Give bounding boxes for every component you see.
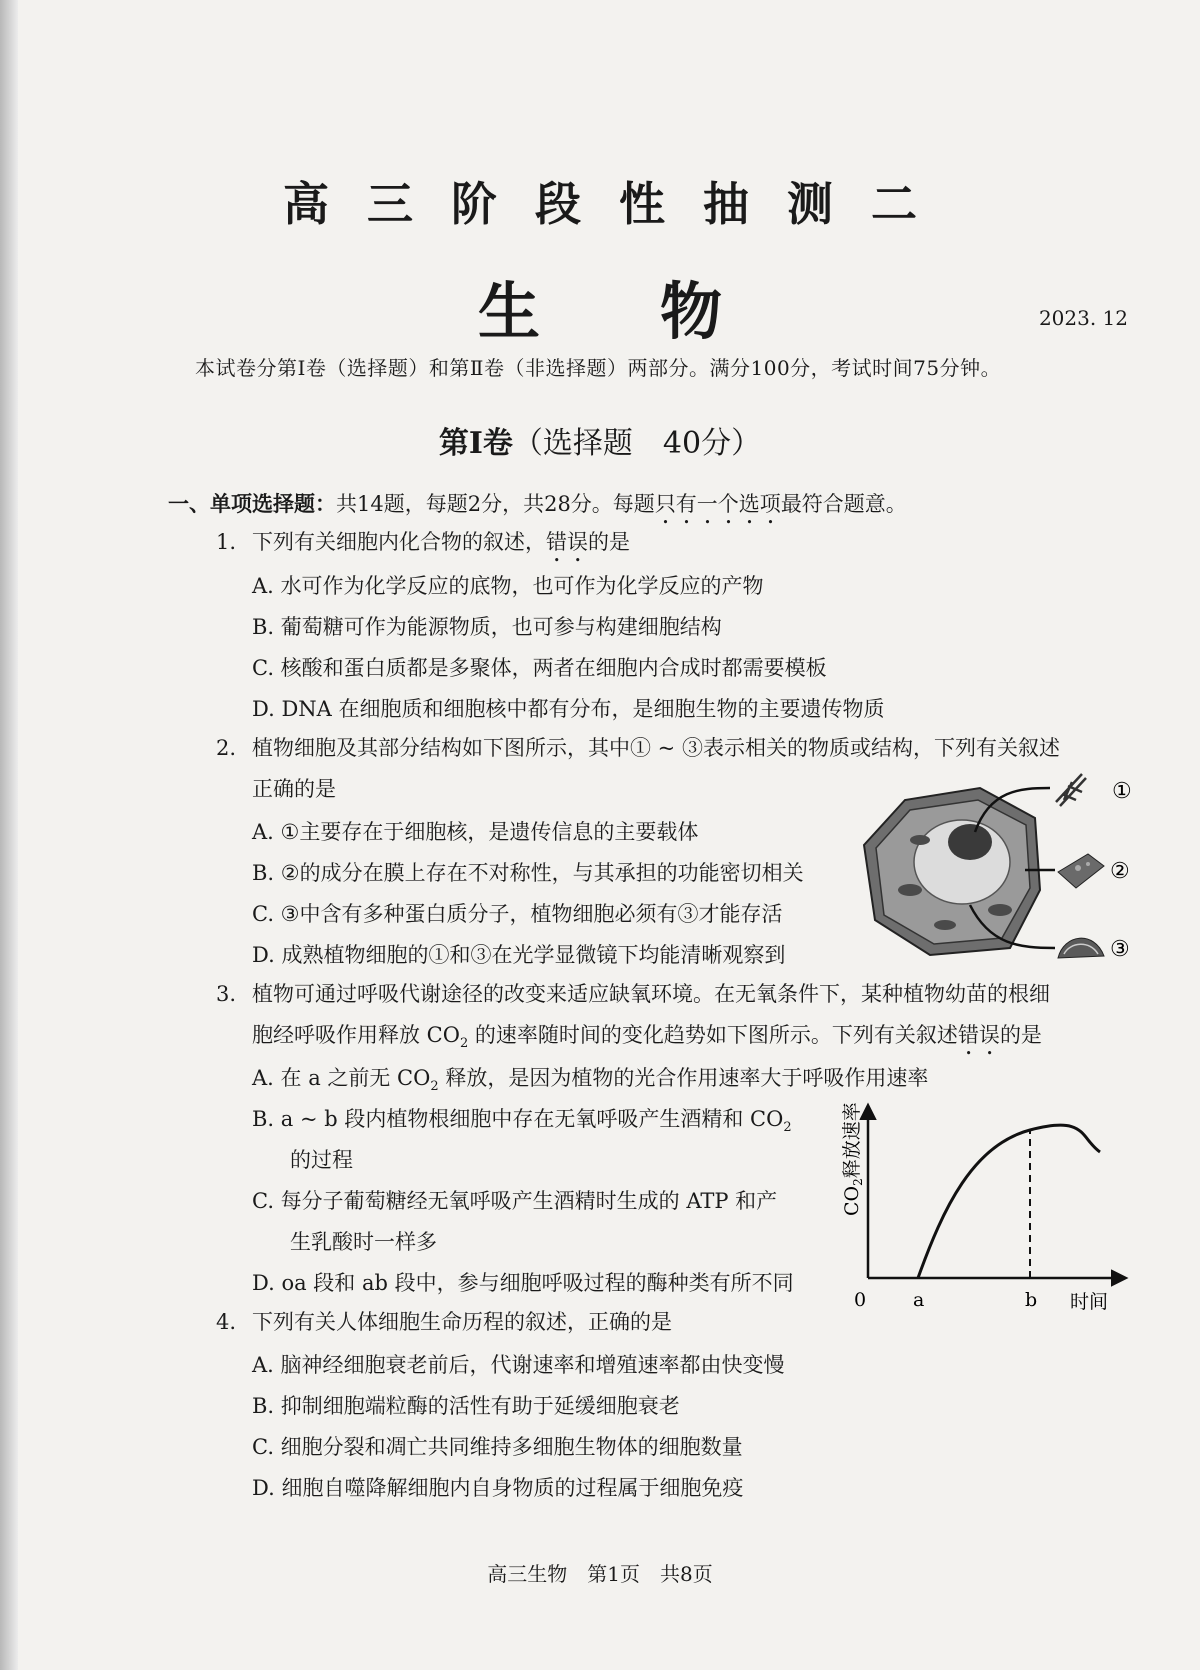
stem-text: 胞经呼吸作用释放 CO xyxy=(252,1023,460,1047)
question-number: 1. xyxy=(216,530,237,554)
question-1 xyxy=(216,528,630,567)
stem-emphasis: 错误 xyxy=(546,530,588,554)
chart-x-label: 时间 xyxy=(1070,1291,1109,1313)
q1-option-b: B. 葡萄糖可作为能源物质，也可参与构建细胞结构 xyxy=(252,615,722,639)
stem-text-end: 的是 xyxy=(588,530,630,554)
option-subscript: 2 xyxy=(430,1079,439,1095)
page-footer: 高三生物 第1页 共8页 xyxy=(487,1562,713,1586)
question-2 xyxy=(216,734,1060,763)
part-emphasis: 只有一个选项 xyxy=(654,492,781,516)
question-3-line2 xyxy=(252,1021,1042,1060)
plant-cell-illustration xyxy=(864,788,1040,955)
tick-label-a: a xyxy=(913,1289,925,1311)
stem-emphasis: 错误 xyxy=(957,1023,1000,1047)
q1-option-d: D. DNA 在细胞质和细胞核中都有分布，是细胞生物的主要遗传物质 xyxy=(252,697,885,721)
question-stem-line1: 植物可通过呼吸代谢途径的改变来适应缺氧环境。在无氧条件下，某种植物幼苗的根细 xyxy=(252,982,1050,1006)
question-number: 4. xyxy=(216,1310,237,1334)
part-text: 共14题，每题2分，共28分。每题 xyxy=(336,492,655,516)
exam-intro: 本试卷分第Ⅰ卷（选择题）和第Ⅱ卷（非选择题）两部分。满分100分，考试时间75分钟。 xyxy=(195,356,1002,380)
option-subscript: 2 xyxy=(783,1120,792,1136)
q3-option-c-line2: 生乳酸时一样多 xyxy=(290,1230,437,1254)
exam-title: 高三阶段性抽测二 xyxy=(283,177,955,231)
subject-title: 生物 xyxy=(477,275,842,348)
stem-text-end: 的是 xyxy=(999,1023,1042,1047)
q1-option-a: A. 水可作为化学反应的底物，也可作为化学反应的产物 xyxy=(252,574,764,598)
question-3 xyxy=(216,980,1050,1009)
q2-option-d: D. 成熟植物细胞的①和③在光学显微镜下均能清晰观察到 xyxy=(252,943,786,967)
stem-text-mid: 的速率随时间的变化趋势如下图所示。下列有关叙述 xyxy=(468,1023,958,1047)
figure-label-1: ① xyxy=(1112,779,1132,804)
question-stem: 下列有关人体细胞生命历程的叙述，正确的是 xyxy=(252,1310,672,1334)
option-text: A. 在 a 之前无 CO xyxy=(252,1066,431,1090)
q3-option-c: C. 每分子葡萄糖经无氧呼吸产生酒精时生成的 ATP 和产 xyxy=(252,1189,778,1213)
tick-label-0: 0 xyxy=(854,1289,867,1311)
co2-rate-chart xyxy=(830,1100,1130,1318)
chart-y-label: $CO_2$释放速率 xyxy=(841,1102,865,1216)
stem-subscript: 2 xyxy=(459,1036,469,1052)
stem-text: 下列有关细胞内化合物的叙述， xyxy=(252,530,546,554)
dna-helix-icon xyxy=(1056,774,1086,806)
q3-option-b xyxy=(252,1103,792,1135)
q4-option-b: B. 抑制细胞端粒酶的活性有助于延缓细胞衰老 xyxy=(252,1394,680,1418)
q4-option-d: D. 细胞自噬降解细胞内自身物质的过程属于细胞免疫 xyxy=(252,1476,744,1500)
section-heading xyxy=(0,418,1200,462)
part-label: 一、单项选择题： xyxy=(168,491,336,516)
scan-edge-shadow xyxy=(0,0,18,1670)
q3-option-b-line2: 的过程 xyxy=(290,1148,353,1172)
q2-option-a: A. ①主要存在于细胞核，是遗传信息的主要载体 xyxy=(252,820,699,844)
question-stem-line1: 植物细胞及其部分结构如下图所示，其中① ~ ③表示相关的物质或结构，下列有关叙述 xyxy=(252,736,1060,760)
q2-option-c: C. ③中含有多种蛋白质分子，植物细胞必须有③才能存活 xyxy=(252,902,783,926)
q2-option-b: B. ②的成分在膜上存在不对称性，与其承担的功能密切相关 xyxy=(252,861,804,885)
co2-rate-curve xyxy=(918,1125,1100,1278)
option-text: B. a ~ b 段内植物根细胞中存在无氧呼吸产生酒精和 CO xyxy=(252,1107,784,1131)
exam-date: 2023. 12 xyxy=(1038,306,1128,330)
question-number: 3. xyxy=(216,982,237,1006)
question-4 xyxy=(216,1308,672,1337)
question-stem xyxy=(252,530,630,554)
q4-option-a: A. 脑神经细胞衰老前后，代谢速率和增殖速率都由快变慢 xyxy=(252,1353,785,1377)
q1-option-c: C. 核酸和蛋白质都是多聚体，两者在细胞内合成时都需要模板 xyxy=(252,656,827,680)
q3-option-a xyxy=(252,1062,928,1094)
question-2-line2: 正确的是 xyxy=(252,777,336,801)
figure-label-2: ② xyxy=(1110,859,1130,884)
organelle-section-icon xyxy=(1058,938,1104,958)
plant-cell-figure xyxy=(850,770,1140,970)
q4-option-c: C. 细胞分裂和凋亡共同维持多细胞生物体的细胞数量 xyxy=(252,1435,743,1459)
part-heading xyxy=(168,488,907,529)
q3-option-d: D. oa 段和 ab 段中，参与细胞呼吸过程的酶种类有所不同 xyxy=(252,1271,794,1295)
membrane-fragment-icon xyxy=(1058,854,1104,888)
question-number: 2. xyxy=(216,736,237,760)
section-subtitle: （选择题 40分） xyxy=(512,426,762,461)
figure-label-3: ③ xyxy=(1110,937,1130,962)
option-text-end: 释放，是因为植物的光合作用速率大于呼吸作用速率 xyxy=(438,1066,929,1090)
section-title: 第Ⅰ卷 xyxy=(438,426,513,461)
part-text-end: 最符合题意。 xyxy=(780,492,907,516)
tick-label-b: b xyxy=(1025,1289,1038,1311)
